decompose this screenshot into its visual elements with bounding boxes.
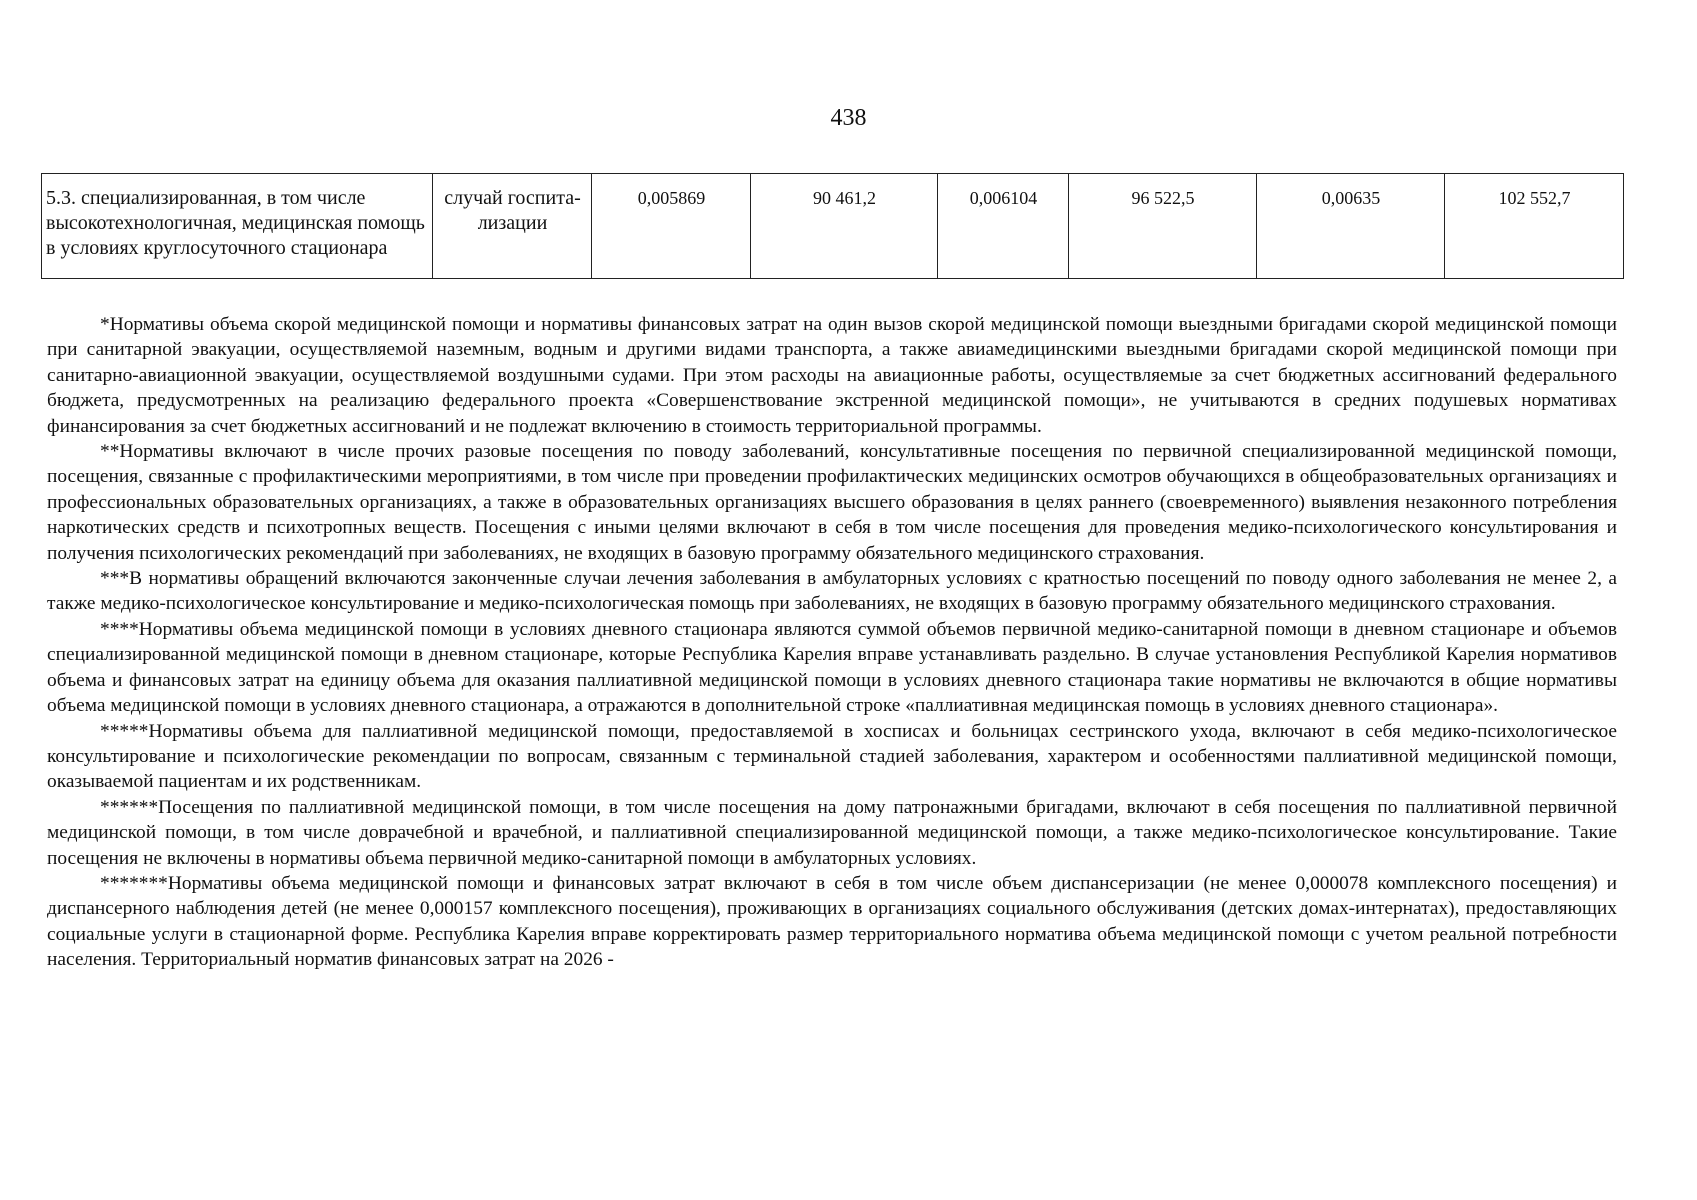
footnote-3: ***В нормативы обращений включаются законченные случаи лечения заболевания в амбулаторных условиях с кратностью посещений по поводу одного заболевания не менее 2, а также медико-психологическое консультирование и медико-психологическая помощь при заболеваниях, не входящих в базовую программу обязательного медицинского страхования. xyxy=(47,568,1617,615)
footnote-6: ******Посещения по паллиативной медицинской помощи, в том числе посещения на дому патронажными бригадами, включают в себя посещения по паллиативной первичной медицинской помощи, в том числе доврачебной и врачебной, и паллиативной специализированной медицинской помощи, а также медико-психологическое консультирование. Такие посещения не включены в нормативы объема первичной медико-санитарной помощи в амбулаторных условиях. xyxy=(47,796,1617,869)
table-cell: 0,00635 xyxy=(1257,174,1445,279)
table-cell: 96 522,5 xyxy=(1069,174,1257,279)
table-row xyxy=(42,174,1624,279)
footnote-1: *Нормативы объема скорой медицинской помощи и нормативы финансовых затрат на один вызов скорой медицинской помощи выездными бригадами скорой медицинской помощи при санитарной эвакуации, осуществляемой наземным, водным и другими видами транспорта, а также авиамедицинскими выездными бригадами скорой медицинской помощи при санитарно-авиационной эвакуации, осуществляемой воздушными судами. При этом расходы на авиационные работы, осуществляемые за счет бюджетных ассигнований федерального бюджета, предусмотренных на реализацию федерального проекта «Совершенствование экстренной медицинской помощи», не учитываются в средних подушевых нормативах финансирования за счет бюджетных ассигнований и не подлежат включению в стоимость территориальной программы. xyxy=(47,314,1617,437)
table-cell: 0,006104 xyxy=(938,174,1069,279)
footnotes xyxy=(47,312,1617,973)
footnote-4: ****Нормативы объема медицинской помощи в условиях дневного стационара являются суммой объемов первичной медико-санитарной помощи в дневном стационаре и объемов специализированной медицинской помощи в дневном стационаре, которые Республика Карелия вправе устанавливать раздельно. В случае установления Республикой Карелия нормативов объема и финансовых затрат на единицу объема для оказания паллиативной медицинской помощи в условиях дневного стационара такие нормативы не включаются в общие нормативы объема медицинской помощи в условиях дневного стационара, а отражаются в дополнительной строке «паллиативная медицинская помощь в условиях дневного стационара». xyxy=(47,618,1617,717)
normatives-table xyxy=(41,173,1624,279)
footnote-7: *******Нормативы объема медицинской помощи и финансовых затрат включают в себя в том числе объем диспансеризации (не менее 0,000078 комплексного посещения) и диспансерного наблюдения детей (не менее 0,000157 комплексного посещения), проживающих в организациях социального обслуживания (детских домах-интернатах), предоставляющих социальные услуги в стационарной форме. Республика Карелия вправе корректировать размер территориального норматива объема медицинской помощи с учетом реальной потребности населения. Территориальный норматив финансовых затрат на 2026 - xyxy=(47,872,1617,971)
footnote-2: **Нормативы включают в числе прочих разовые посещения по поводу заболеваний, консультативные посещения по первичной специализированной медицинской помощи, посещения, связанные с профилактическими мероприятиями, в том числе при проведении профилактических медицинских осмотров обучающихся в общеобразовательных организациях и профессиональных образовательных организациях, а также в образовательных организациях высшего образования в целях раннего (своевременного) выявления незаконного потребления наркотических средств и психотропных веществ. Посещения с иными целями включают в себя в том числе посещения для проведения медико-психологического консультирования и получения психологических рекомендаций при заболеваниях, не входящих в базовую программу обязательного медицинского страхования. xyxy=(47,441,1617,564)
page-number: 438 xyxy=(830,105,867,131)
table-cell: 0,005869 xyxy=(592,174,751,279)
table-cell: 102 552,7 xyxy=(1445,174,1624,279)
footnote-5: *****Нормативы объема для паллиативной медицинской помощи, предоставляемой в хосписах и больницах сестринского ухода, включают в себя медико-психологическое консультирование и психологические рекомендации по вопросам, связанным с терминальной стадией заболевания, характером и особенностями паллиативной медицинской помощи, оказываемой пациентам и их родственникам. xyxy=(47,720,1617,793)
table-cell: 90 461,2 xyxy=(751,174,938,279)
row-name-cell: 5.3. специализированная, в том числе высокотехнологичная, медицинская помощь в условиях круглосуточного стационара xyxy=(42,174,433,279)
row-unit-cell: случай госпита-лизации xyxy=(433,174,592,279)
